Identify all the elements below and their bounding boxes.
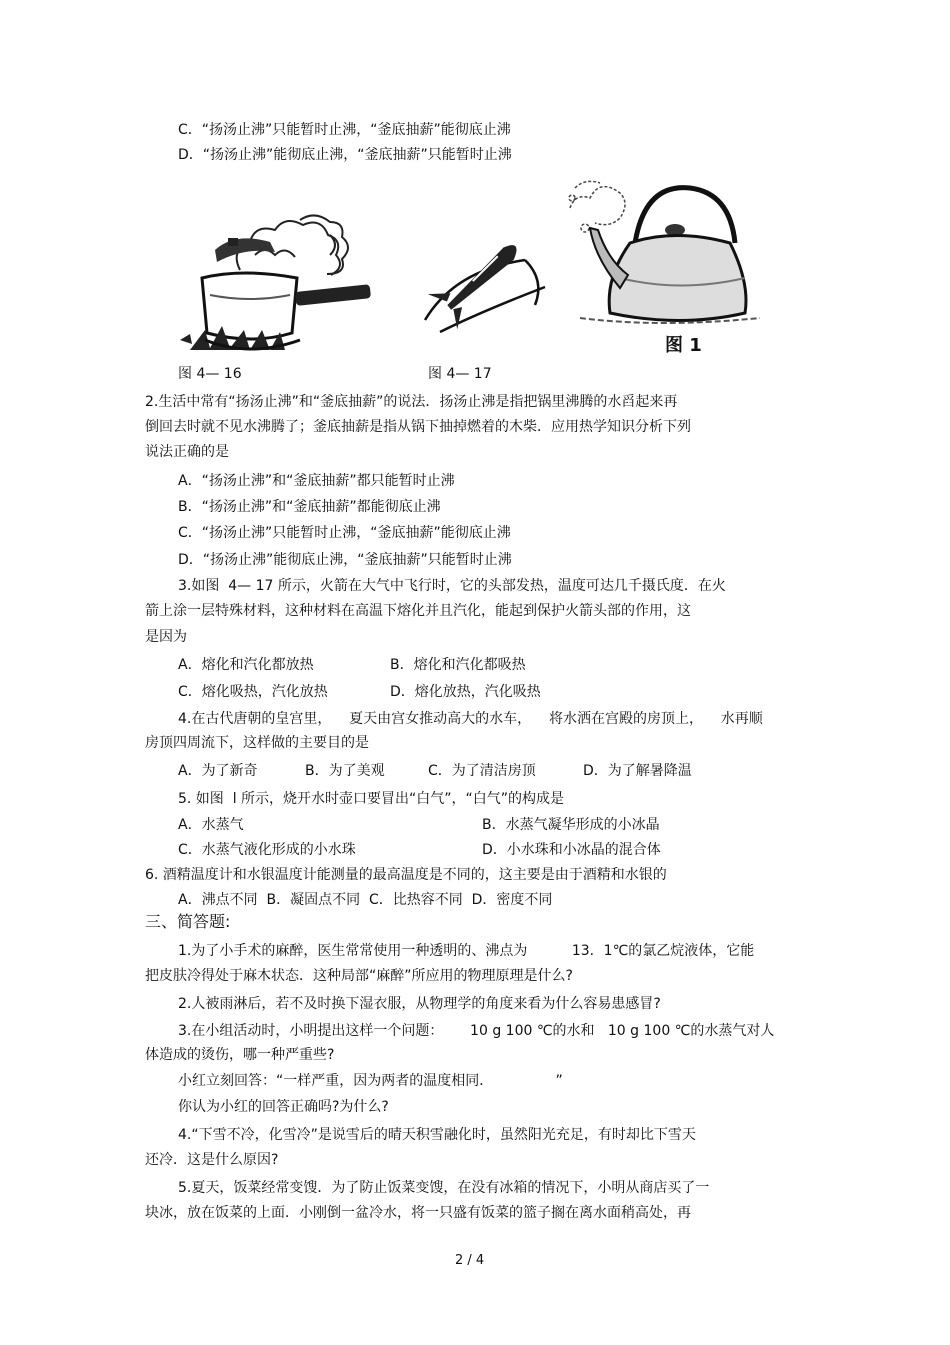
- pot-caption: 图 4— 16: [178, 366, 242, 382]
- section-title: 三、简答题:: [145, 912, 231, 931]
- q3-stem-line-3: 是因为: [145, 629, 187, 645]
- kettle-caption: 图 1: [665, 335, 702, 356]
- s3-line-3: 2.人被雨淋后，若不及时换下湿衣服，从物理学的角度来看为什么容易患感冒?: [178, 996, 661, 1012]
- q2-stem-line-1: 2.生活中常有“扬汤止沸”和“釜底抽薪”的说法．扬汤止沸是指把锅里沸腾的水舀起来再: [145, 394, 678, 410]
- s3-line-2: 把皮肤冷得处于麻木状态．这种局部“麻醉”所应用的物理原理是什么?: [145, 968, 573, 984]
- s3-line-8: 4.“下雪不冷，化雪冷”是说雪后的晴天积雪融化时，虽然阳光充足，有时却比下雪天: [178, 1127, 696, 1143]
- q3-option-b: B．熔化和汽化都吸热: [390, 657, 526, 673]
- q3-option-c: C．熔化吸热，汽化放热: [178, 684, 328, 700]
- s3-line-5: 体造成的烫伤，哪一种严重些?: [145, 1047, 335, 1063]
- q4-option-d: D．为了解暑降温: [583, 763, 692, 779]
- s3-line-6: 小红立刻回答：“一样严重，因为两者的温度相同． ”: [178, 1073, 563, 1089]
- s3-line-4: 3.在小组活动时，小明提出这样一个问题： 10 g 100 ℃的水和 10 g 100 ℃的水蒸气对人: [178, 1023, 775, 1039]
- q2-option-b: B．“扬汤止沸”和“釜底抽薪”都能彻底止沸: [178, 499, 441, 515]
- q2-stem-line-3: 说法正确的是: [145, 444, 229, 460]
- rocket-figure: [415, 220, 555, 340]
- q4-stem-line-2: 房顶四周流下，这样做的主要目的是: [145, 735, 369, 751]
- q5-option-d: D．小水珠和小冰晶的混合体: [482, 842, 661, 858]
- s3-line-10: 5.夏天，饭菜经常变馊．为了防止饭菜变馊，在没有冰箱的情况下，小明从商店买了一: [178, 1180, 710, 1196]
- q2-stem-line-2: 倒回去时就不见水沸腾了；釜底抽薪是指从锅下抽掉燃着的木柴．应用热学知识分析下列: [145, 419, 691, 435]
- q2-option-a: A．“扬汤止沸”和“釜底抽薪”都只能暂时止沸: [178, 473, 455, 489]
- q2-option-c: C．“扬汤止沸”只能暂时止沸，“釜底抽薪”能彻底止沸: [178, 525, 511, 541]
- s3-line-1: 1.为了小手术的麻醉，医生常常使用一种透明的、沸点为 13．1℃的氯乙烷液体，它能: [178, 943, 755, 959]
- s3-line-9: 还冷．这是什么原因?: [145, 1152, 279, 1168]
- s3-line-7: 你认为小红的回答正确吗?为什么?: [178, 1099, 389, 1115]
- rocket-caption: 图 4— 17: [428, 366, 492, 382]
- q4-stem-line-1: 4.在古代唐朝的皇宫里， 夏天由宫女推动高大的水车， 将水洒在宫殿的房顶上， 水再顺: [178, 711, 763, 727]
- q5-option-b: B．水蒸气凝华形成的小冰晶: [482, 817, 660, 833]
- q5-stem: 5. 如图 l 所示，烧开水时壶口要冒出“白气”，“白气”的构成是: [178, 791, 565, 807]
- top-option-d: D．“扬汤止沸”能彻底止沸，“釜底抽薪”只能暂时止沸: [178, 147, 512, 163]
- page-number: 2 / 4: [455, 1253, 485, 1268]
- s3-line-11: 块冰，放在饭菜的上面．小刚倒一盆冷水，将一只盛有饭菜的篮子搁在离水面稍高处，再: [145, 1205, 691, 1221]
- q5-option-a: A．水蒸气: [178, 817, 244, 833]
- q6-stem: 6. 酒精温度计和水银温度计能测量的最高温度是不同的，这主要是由于酒精和水银的: [145, 867, 667, 883]
- kettle-figure: [560, 168, 760, 358]
- q6-options: A．沸点不同 B．凝固点不同 C．比热容不同 D．密度不同: [178, 892, 553, 908]
- q4-option-b: B．为了美观: [305, 763, 385, 779]
- boiling-pot-figure: [180, 200, 380, 360]
- q3-option-a: A．熔化和汽化都放热: [178, 657, 314, 673]
- q5-option-c: C．水蒸气液化形成的小水珠: [178, 842, 356, 858]
- q4-option-a: A．为了新奇: [178, 763, 258, 779]
- q3-option-d: D．熔化放热，汽化吸热: [390, 684, 541, 700]
- q2-option-d: D．“扬汤止沸”能彻底止沸，“釜底抽薪”只能暂时止沸: [178, 552, 512, 568]
- q4-option-c: C．为了清洁房顶: [428, 763, 536, 779]
- q3-stem-line-1: 3.如图 4— 17 所示，火箭在大气中飞行时，它的头部发热，温度可达几千摄氏度．在火: [178, 578, 726, 594]
- q3-stem-line-2: 箭上涂一层特殊材料，这种材料在高温下熔化并且汽化，能起到保护火箭头部的作用，这: [145, 603, 691, 619]
- top-option-c: C．“扬汤止沸”只能暂时止沸，“釜底抽薪”能彻底止沸: [178, 122, 511, 138]
